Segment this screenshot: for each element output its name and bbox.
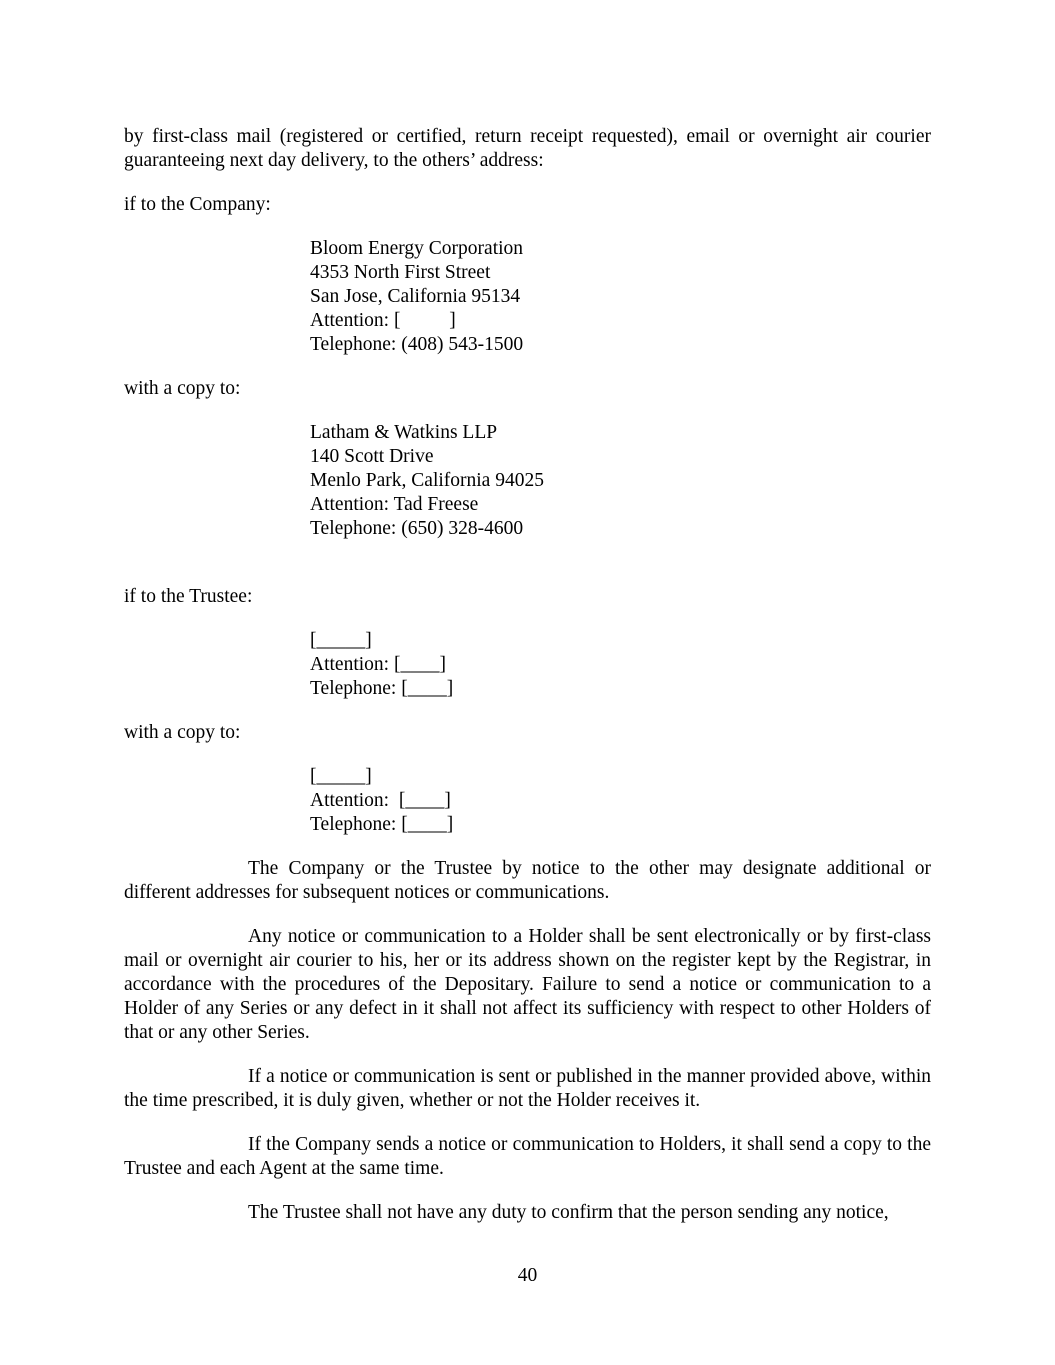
trustee-address-block: [310, 629, 931, 701]
page-number: 40: [517, 1265, 538, 1286]
trustee-name: [_____]: [310, 630, 372, 651]
paragraph-duly-given: If a notice or communication is sent or published in the manner provided above, within the time prescribed, it is duly given, whether or not the Holder receives it.: [124, 1066, 931, 1111]
trustee-attention: Attention: [____]: [310, 654, 446, 675]
copy-street: 140 Scott Drive: [310, 446, 434, 467]
paragraph-copy-to-trustee: If the Company sends a notice or communication to Holders, it shall send a copy to the Trustee and each Agent at the same time.: [124, 1134, 931, 1179]
trustee-copy-address-block: [310, 765, 931, 837]
trustee-label: if to the Trustee:: [124, 586, 253, 607]
copy-telephone: Telephone: (650) 328-4600: [310, 518, 524, 539]
paragraph-designate-addresses: The Company or the Trustee by notice to the other may designate additional or different addresses for subsequent notices or communications.: [124, 858, 931, 903]
trustee-copy-name: [_____]: [310, 766, 372, 787]
trustee-copy-attention: Attention: [____]: [310, 790, 451, 811]
paragraph-trustee-duty: The Trustee shall not have any duty to confirm that the person sending any notice,: [248, 1202, 889, 1223]
paragraph-holder-notice: Any notice or communication to a Holder shall be sent electronically or by first-class mail or overnight air courier to his, her or its address shown on the register kept by the Registrar, in accordance with the procedures of the Depositary. Failure to send a notice or communication to a Holder of any Series or any defect in it shall not affect its sufficiency with respect to other Holders of that or any other Series.: [124, 926, 931, 1043]
copy-city: Menlo Park, California 94025: [310, 470, 544, 491]
company-address-block: [310, 237, 931, 357]
company-copy-address-block: [310, 421, 931, 541]
company-city: San Jose, California 95134: [310, 286, 521, 307]
company-name: Bloom Energy Corporation: [310, 238, 524, 259]
company-label: if to the Company:: [124, 194, 271, 215]
company-street: 4353 North First Street: [310, 262, 491, 283]
intro-paragraph: by first-class mail (registered or certified, return receipt requested), email or overnight air courier guaranteeing next day delivery, to the others’ address:: [124, 126, 931, 171]
company-copy-label: with a copy to:: [124, 378, 241, 399]
copy-attention: Attention: Tad Freese: [310, 494, 479, 515]
company-telephone: Telephone: (408) 543-1500: [310, 334, 524, 355]
company-attention: Attention: [ ]: [310, 310, 456, 331]
document-page: [124, 125, 931, 1225]
trustee-telephone: Telephone: [____]: [310, 678, 454, 699]
trustee-copy-label: with a copy to:: [124, 722, 241, 743]
copy-firm-name: Latham & Watkins LLP: [310, 422, 498, 443]
trustee-copy-telephone: Telephone: [____]: [310, 814, 454, 835]
